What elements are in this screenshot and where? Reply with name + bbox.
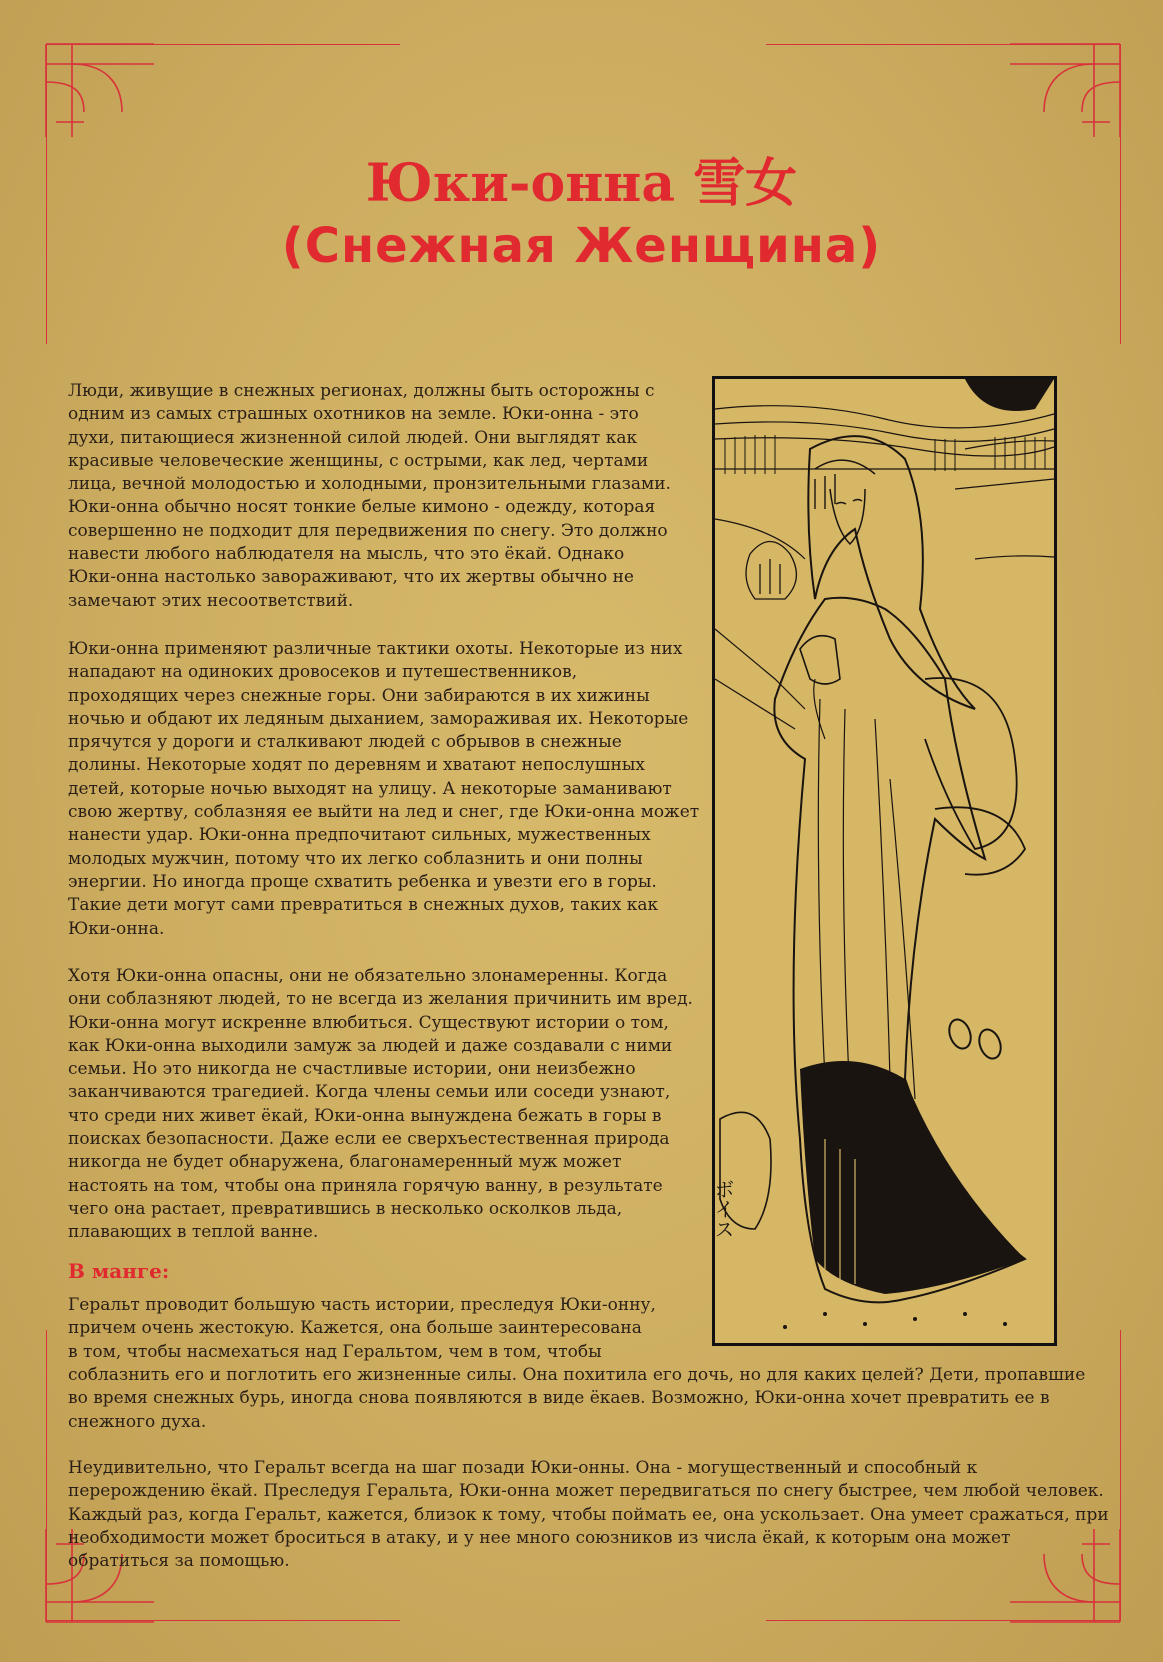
ornament-top-right-icon: [1000, 42, 1122, 142]
sound-effect-kana: ボイス: [711, 1179, 735, 1239]
ornament-top-left-icon: [44, 42, 164, 142]
manga-heading: В манге:: [68, 1259, 170, 1283]
yuki-onna-figure-icon: [711, 379, 1054, 1343]
paragraph-intro: Люди, живущие в снежных регионах, должны быть осторожны с одним из самых страшных охотников на земле. Юки-онна - это духи, питающиеся жизненной силой людей. Они выглядят как красивые человеческие женщины, с острыми, как лед, чертами лица, вечной молодостью и холодными, пронзительными глазами. Юки-онна обычно носят тонкие белые кимоно - одежду, которая совершенно не подходит для передвижения по снегу. Это должно навести любого наблюдателя на мысль, что это ёкай. Однако Юки-онна настолько завораживают, что их жертвы обычно не замечают этих несоответствий.: [68, 381, 671, 611]
page-subtitle: (Снежная Женщина): [281, 218, 882, 274]
page-title: Юки-онна 雪女: [365, 153, 798, 214]
paragraph-manga-2: соблазнить его и поглотить его жизненные силы. Она похитила его дочь, но для каких целей? Дети, пропавшие во время снежных бурь, иногда снова появляются в виде ёкаев. Возможно, Юки-онна хочет превратить ее в снежного духа.: [68, 1365, 1086, 1432]
paragraph-manga-1: Геральт проводит большую часть истории, преследуя Юки-онну, причем очень жестокую. Кажется, она больше заинтересована в том, чтобы насмехаться над Геральтом, чем в том, чтобы: [68, 1295, 656, 1362]
manga-illustration: [712, 376, 1057, 1346]
paragraph-manga-3: Неудивительно, что Геральт всегда на шаг позади Юки-онны. Она - могущественный и способный к перерождению ёкай. Преследуя Геральта, Юки-онна может передвигаться по снегу быстрее, чем любой человек. Каждый раз, когда Геральт, кажется, близок к тому, чтобы поймать ее, она ускользает. Она умеет сражаться, при необходимости может броситься в атаку, и у нее много союзников из числа ёкай, к которым она может обратиться за помощью.: [68, 1458, 1109, 1572]
paragraph-hunting: Юки-онна применяют различные тактики охоты. Некоторые из них нападают на одиноких дровосеков и путешественников, проходящих через снежные горы. Они забираются в их хижины ночью и обдают их ледяным дыханием, замораживая их. Некоторые прячутся у дороги и сталкивают людей с обрывов в снежные долины. Некоторые ходят по деревням и хватают непослушных детей, которые ночью выходят на улицу. А некоторые заманивают свою жертву, соблазняя ее выйти на лед и снег, где Юки-онна может нанести удар. Юки-онна предпочитают сильных, мужественных молодых мужчин, потому что их легко соблазнить и они полны энергии. Но иногда проще схватить ребенка и увезти его в горы. Такие дети могут сами превратиться в снежных духов, таких как Юки-онна.: [68, 639, 700, 939]
paragraph-love: Хотя Юки-онна опасны, они не обязательно злонамеренны. Когда они соблазняют людей, то не всегда из желания причинить им вред. Юки-онна могут искренне влюбиться. Существуют истории о том, как Юки-онна выходили замуж за людей и даже создавали с ними семьи. Но это никогда не счастливые истории, они неизбежно заканчиваются трагедией. Когда члены семьи или соседи узнают, что среди них живет ёкай, Юки-онна вынуждена бежать в горы в поисках безопасности. Даже если ее сверхъестественная природа никогда не будет обнаружена, благонамеренный муж может настоять на том, чтобы она приняла горячую ванну, в результате чего она растает, превратившись в несколько осколков льда, плавающих в теплой ванне.: [68, 966, 693, 1243]
